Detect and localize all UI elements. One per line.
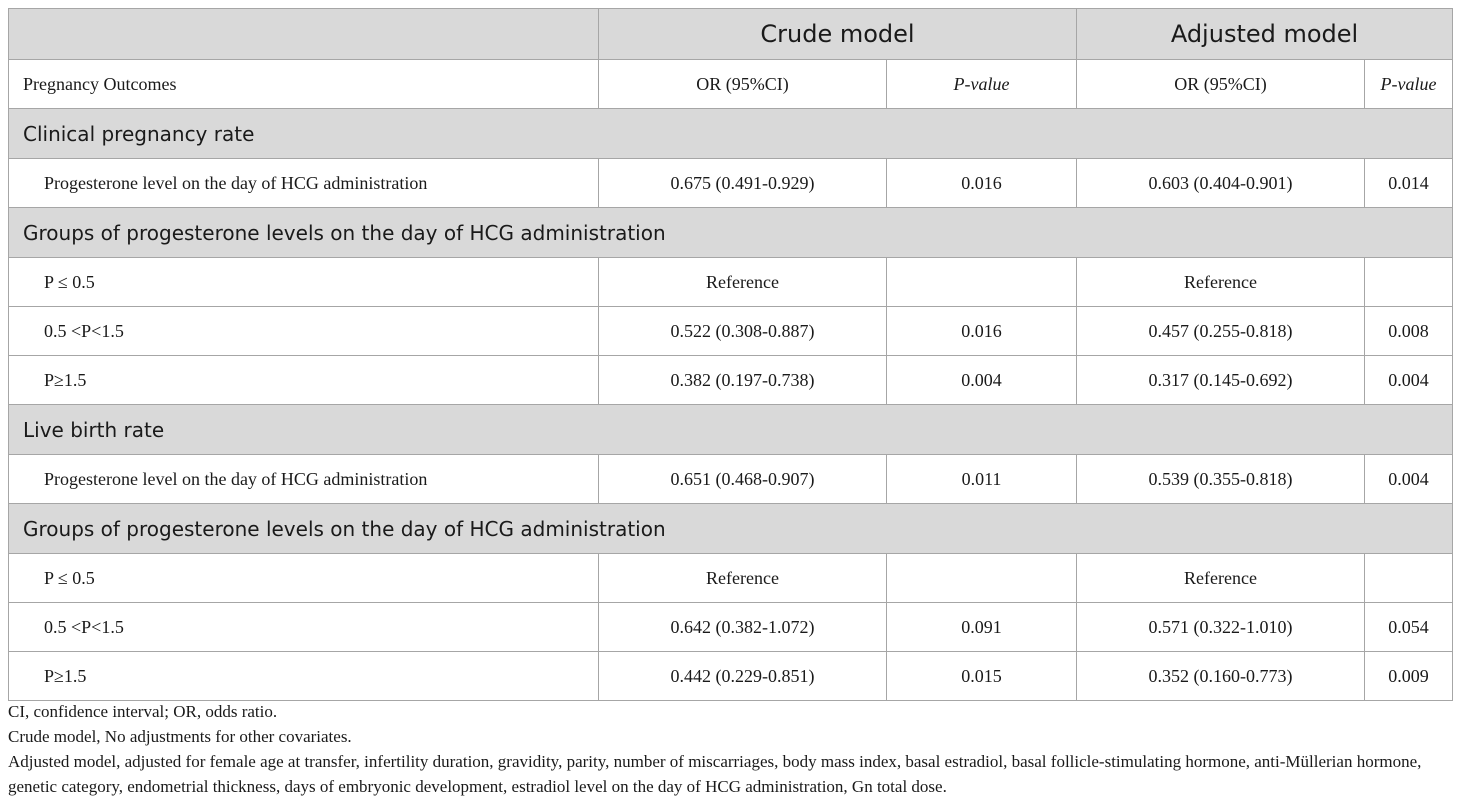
header-blank — [9, 9, 599, 60]
p-crude-cell — [887, 554, 1077, 603]
p-adjusted-cell: 0.008 — [1365, 307, 1453, 356]
section-title: Groups of progesterone levels on the day of HCG administration — [9, 208, 1453, 258]
p-crude-header: P-value — [887, 60, 1077, 109]
or-adjusted-cell: Reference — [1077, 258, 1365, 307]
row-label: P ≤ 0.5 — [9, 258, 599, 307]
p-crude-cell: 0.004 — [887, 356, 1077, 405]
or-crude-cell: Reference — [599, 554, 887, 603]
crude-model-header: Crude model — [599, 9, 1077, 60]
or-adjusted-header: OR (95%CI) — [1077, 60, 1365, 109]
table-row — [9, 603, 1453, 652]
section-row — [9, 405, 1453, 455]
footnote: CI, confidence interval; OR, odds ratio. — [8, 702, 278, 721]
results-table-container — [8, 8, 1452, 701]
p-adjusted-cell: 0.004 — [1365, 455, 1453, 504]
p-crude-cell: 0.011 — [887, 455, 1077, 504]
section-title: Live birth rate — [9, 405, 1453, 455]
or-adjusted-cell: 0.603 (0.404-0.901) — [1077, 159, 1365, 208]
p-adjusted-cell: 0.054 — [1365, 603, 1453, 652]
table-row — [9, 652, 1453, 701]
section-row — [9, 504, 1453, 554]
table-row — [9, 455, 1453, 504]
p-adjusted-cell: 0.004 — [1365, 356, 1453, 405]
p-adjusted-cell: 0.009 — [1365, 652, 1453, 701]
or-crude-cell: 0.442 (0.229-0.851) — [599, 652, 887, 701]
row-label: 0.5 <P<1.5 — [9, 603, 599, 652]
p-adjusted-cell — [1365, 258, 1453, 307]
results-table — [8, 8, 1453, 701]
or-adjusted-cell: 0.317 (0.145-0.692) — [1077, 356, 1365, 405]
p-crude-cell: 0.016 — [887, 159, 1077, 208]
row-label: Progesterone level on the day of HCG administration — [9, 159, 599, 208]
table-row — [9, 554, 1453, 603]
row-label: P≥1.5 — [9, 356, 599, 405]
row-label: P ≤ 0.5 — [9, 554, 599, 603]
or-adjusted-cell: 0.457 (0.255-0.818) — [1077, 307, 1365, 356]
p-crude-cell: 0.016 — [887, 307, 1077, 356]
p-crude-cell: 0.091 — [887, 603, 1077, 652]
section-row — [9, 208, 1453, 258]
adjusted-model-header: Adjusted model — [1077, 9, 1453, 60]
or-adjusted-cell: 0.571 (0.322-1.010) — [1077, 603, 1365, 652]
table-row — [9, 307, 1453, 356]
p-crude-cell — [887, 258, 1077, 307]
or-crude-cell: 0.382 (0.197-0.738) — [599, 356, 887, 405]
or-adjusted-cell: 0.539 (0.355-0.818) — [1077, 455, 1365, 504]
or-crude-header: OR (95%CI) — [599, 60, 887, 109]
section-title: Clinical pregnancy rate — [9, 109, 1453, 159]
footnote: Adjusted model, adjusted for female age at transfer, infertility duration, gravidity, parity, number of miscarriages, body mass index, basal estradiol, basal follicle-stimulating hormone, anti-Müllerian hormone, genetic category, endometrial thickness, days of embryonic development, estradiol level on the day of HCG administration, Gn total dose. — [8, 752, 1422, 796]
or-adjusted-cell: Reference — [1077, 554, 1365, 603]
pregnancy-outcomes-header: Pregnancy Outcomes — [9, 60, 599, 109]
model-header-row — [9, 9, 1453, 60]
or-adjusted-cell: 0.352 (0.160-0.773) — [1077, 652, 1365, 701]
table-footnotes — [8, 699, 1458, 799]
or-crude-cell: 0.522 (0.308-0.887) — [599, 307, 887, 356]
row-label: Progesterone level on the day of HCG administration — [9, 455, 599, 504]
table-row — [9, 159, 1453, 208]
table-row — [9, 258, 1453, 307]
p-adjusted-cell: 0.014 — [1365, 159, 1453, 208]
p-crude-cell: 0.015 — [887, 652, 1077, 701]
p-adjusted-cell — [1365, 554, 1453, 603]
row-label: P≥1.5 — [9, 652, 599, 701]
column-header-row — [9, 60, 1453, 109]
row-label: 0.5 <P<1.5 — [9, 307, 599, 356]
or-crude-cell: 0.642 (0.382-1.072) — [599, 603, 887, 652]
footnote: Crude model, No adjustments for other covariates. — [8, 727, 352, 746]
or-crude-cell: 0.675 (0.491-0.929) — [599, 159, 887, 208]
section-row — [9, 109, 1453, 159]
p-adjusted-header: P-value — [1365, 60, 1453, 109]
or-crude-cell: 0.651 (0.468-0.907) — [599, 455, 887, 504]
section-title: Groups of progesterone levels on the day of HCG administration — [9, 504, 1453, 554]
or-crude-cell: Reference — [599, 258, 887, 307]
table-row — [9, 356, 1453, 405]
